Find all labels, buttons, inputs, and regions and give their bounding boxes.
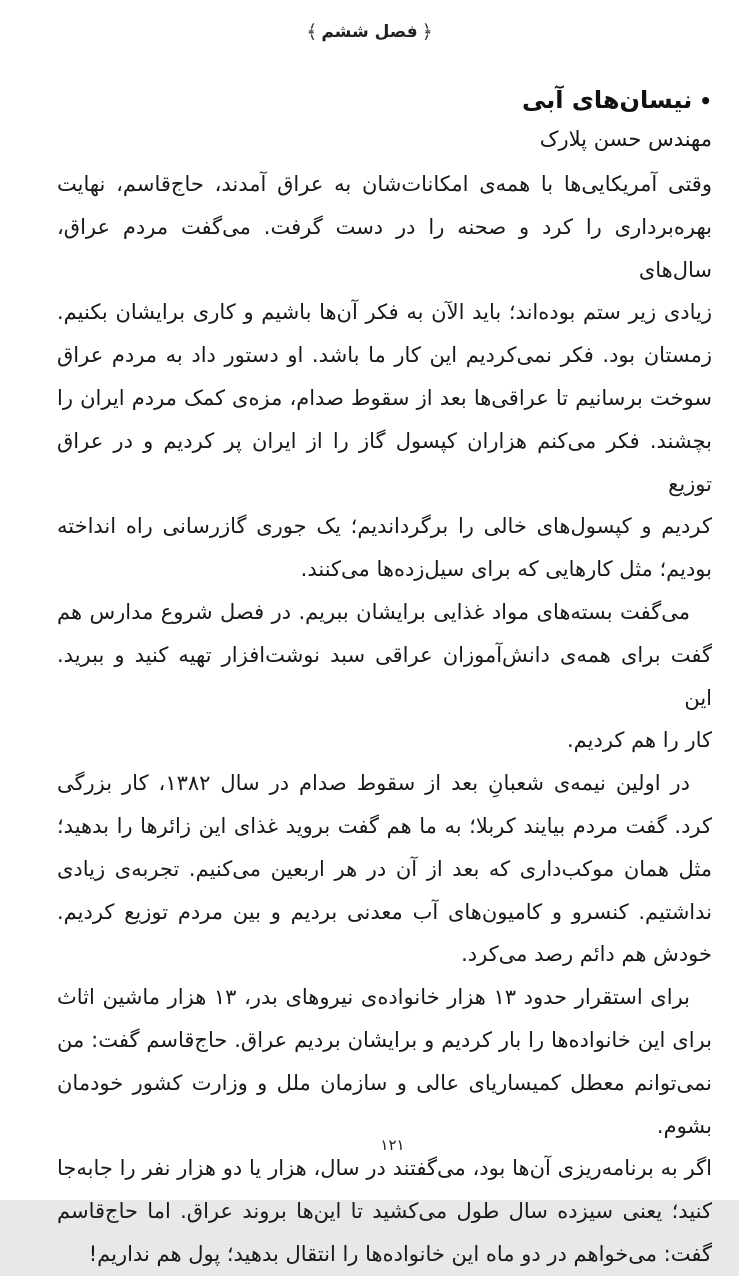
text-line: نمی‌توانم معطل کمیساریای عالی و سازمان ملل و وزارت کشور خودمان بشوم.	[57, 1070, 712, 1138]
text-line: برای این خانواده‌ها را بار کردیم و برایشان بردیم عراق. حاج‌قاسم گفت: من	[57, 1027, 712, 1052]
text-line: خودش هم دائم رصد می‌کرد.	[461, 942, 712, 967]
paragraph	[57, 163, 712, 591]
bullet-icon: •	[699, 89, 712, 113]
ornate-bracket-right-icon: ﴿	[421, 20, 433, 43]
text-line: برای استقرار حدود ۱۳ هزار خانواده‌ی نیروهای بدر، ۱۳ هزار ماشین اثاث	[57, 985, 690, 1010]
page-number: ۱۲۱	[380, 1136, 405, 1154]
text-line: می‌گفت بسته‌های مواد غذایی برایشان ببریم. در فصل شروع مدارس هم	[57, 599, 690, 624]
chapter-title: فصل ششم	[321, 22, 418, 42]
paragraph	[57, 976, 712, 1276]
text-line: بهره‌برداری را کرد و صحنه را در دست گرفت. می‌گفت مردم عراق، سال‌های	[57, 214, 712, 282]
chapter-header	[0, 0, 739, 42]
text-line: در اولین نیمه‌ی شعبانِ بعد از سقوط صدام در سال ۱۳۸۲، کار بزرگی	[57, 771, 690, 796]
paragraph	[57, 591, 712, 762]
text-line: گفت: می‌خواهم در دو ماه این خانواده‌ها را انتقال بدهید؛ پول هم نداریم!	[88, 1241, 712, 1266]
ornate-bracket-left-icon: ﴾	[306, 20, 318, 43]
text-line: کنید؛ یعنی سیزده سال طول می‌کشید تا این‌ها بروند عراق. اما حاج‌قاسم	[57, 1199, 712, 1224]
paragraph	[57, 762, 712, 976]
text-line: نداشتیم. کنسرو و کامیون‌های آب معدنی بردیم و بین مردم توزیع کردیم.	[57, 899, 712, 924]
text-line: کار را هم کردیم.	[566, 728, 712, 753]
text-line: بودیم؛ مثل کارهایی که برای سیل‌زده‌ها می‌کنند.	[300, 557, 712, 582]
text-line: کردیم و کپسول‌های خالی را برگرداندیم؛ یک جوری گازرسانی راه انداخته	[57, 514, 712, 539]
text-line: مثل همان موکب‌داری که بعد از آن در هر اربعین می‌کنیم. تجربه‌ی زیادی	[57, 856, 712, 881]
text-line: گفت برای همه‌ی دانش‌آموزان عراقی سبد نوشت‌افزار تهیه کنید و ببرید. این	[57, 642, 712, 710]
text-line: زیادی زیر ستم بوده‌اند؛ باید الآن به فکر آن‌ها باشیم و کاری برایشان بکنیم.	[57, 300, 712, 325]
text-line: وقتی آمریکایی‌ها با همه‌ی امکانات‌شان به عراق آمدند، حاج‌قاسم، نهایت	[57, 172, 712, 196]
content-column	[57, 82, 712, 1276]
text-line: زمستان بود. فکر نمی‌کردیم این کار ما باشد. او دستور داد به مردم عراق	[57, 343, 712, 368]
text-line: سوخت برسانیم تا عراقی‌ها بعد از سقوط صدام، مزه‌ی کمک مردم ایران را	[57, 385, 712, 410]
text-line: بچشند. فکر می‌کنم هزاران کپسول گاز را از ایران پر کردیم و در عراق توزیع	[57, 428, 712, 496]
text-line: کرد. گفت مردم بیایند کربلا؛ به ما هم گفت بروید غذای این زائرها را بدهید؛	[57, 813, 712, 838]
section-title	[57, 82, 712, 118]
text-line: اگر به برنامه‌ریزی آن‌ها بود، می‌گفتند در سال، هزار یا دو هزار نفر را جابه‌جا	[57, 1156, 712, 1181]
body-text	[57, 163, 712, 1276]
author-name: مهندس حسن پلارک	[539, 127, 712, 151]
section-title-text: نیسان‌های آبی	[521, 86, 693, 114]
